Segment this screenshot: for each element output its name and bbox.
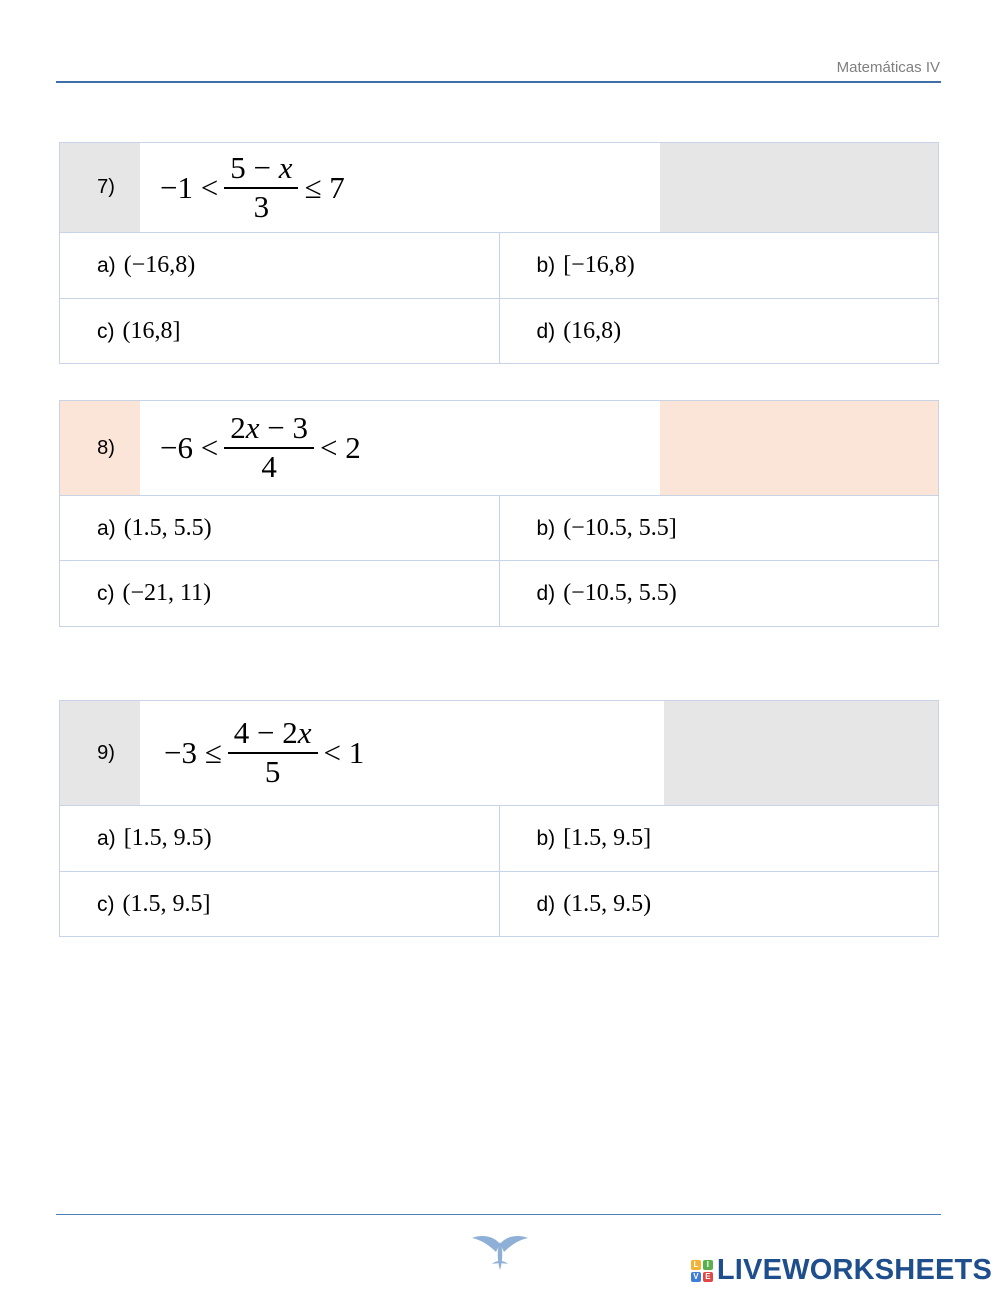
fraction-numerator	[224, 149, 298, 189]
option-b[interactable]	[499, 233, 939, 299]
fraction	[228, 717, 318, 788]
inequality	[140, 701, 664, 805]
liveworksheets-brand: LIVEWORKSHEETS	[716, 1254, 992, 1286]
answer-box[interactable]	[728, 143, 938, 232]
question-header	[59, 142, 939, 232]
question-9	[59, 700, 939, 937]
fraction	[224, 412, 314, 483]
option-value: (−10.5, 5.5)	[563, 580, 677, 606]
liveworksheets-icon	[691, 1260, 713, 1282]
inequality-left: −3 ≤	[164, 735, 222, 770]
answer-box[interactable]	[728, 701, 938, 805]
option-label: b)	[536, 827, 556, 850]
options-table	[59, 232, 939, 364]
option-value: (1.5, 9.5)	[563, 890, 652, 917]
bird-ornament-icon	[470, 1230, 530, 1272]
option-value: (16,8]	[122, 317, 181, 344]
numerator-variable: x	[278, 149, 293, 185]
icon-letter-v: V	[691, 1272, 701, 1282]
numerator-post: − 3	[259, 410, 308, 446]
option-label: c)	[97, 892, 115, 916]
fraction	[224, 149, 298, 224]
option-label: a)	[97, 516, 116, 540]
numerator-pre: 5 −	[230, 149, 279, 185]
option-value: (−10.5, 5.5]	[563, 514, 677, 541]
header-rule	[56, 81, 941, 83]
option-label: c)	[97, 582, 115, 605]
inequality	[140, 143, 660, 232]
option-c[interactable]	[60, 299, 500, 364]
inequality-left: −1 <	[160, 169, 219, 205]
fraction-denominator: 5	[264, 754, 281, 789]
question-header	[59, 400, 939, 495]
icon-letter-i: I	[703, 1260, 713, 1270]
fraction-numerator	[224, 412, 314, 449]
options-table	[59, 495, 939, 627]
option-label: d)	[536, 319, 556, 343]
question-header	[59, 700, 939, 805]
icon-letter-e: E	[703, 1272, 713, 1282]
option-value: (1.5, 5.5)	[123, 514, 212, 541]
option-d[interactable]	[499, 872, 939, 937]
option-value: (1.5, 9.5]	[122, 890, 211, 917]
inequality-right: ≤ 7	[304, 169, 345, 205]
option-b[interactable]	[499, 496, 939, 561]
option-value: [1.5, 9.5]	[563, 825, 652, 851]
fraction-denominator: 3	[253, 188, 270, 224]
liveworksheets-logo[interactable]	[691, 1254, 992, 1287]
option-label: a)	[97, 254, 116, 277]
numerator-pre: 2	[230, 410, 246, 446]
header-subject: Matemáticas IV	[836, 59, 940, 76]
inequality-left: −6 <	[160, 430, 219, 465]
question-number: 9)	[97, 741, 115, 764]
numerator-pre: 4 − 2	[233, 715, 298, 751]
footer-rule	[56, 1214, 941, 1215]
option-label: b)	[536, 254, 556, 277]
option-value: [1.5, 9.5)	[123, 825, 212, 851]
question-number: 8)	[97, 436, 115, 459]
option-a[interactable]	[60, 496, 500, 561]
option-d[interactable]	[499, 561, 939, 627]
option-a[interactable]	[60, 233, 500, 299]
option-value: (16,8)	[563, 317, 622, 344]
numerator-variable: x	[245, 410, 260, 446]
option-b[interactable]	[499, 806, 939, 872]
options-table	[59, 805, 939, 937]
question-7	[59, 142, 939, 364]
question-8	[59, 400, 939, 627]
answer-box[interactable]	[728, 401, 938, 495]
option-label: a)	[97, 827, 116, 850]
inequality-right: < 2	[319, 430, 361, 465]
numerator-variable: x	[297, 715, 312, 751]
inequality-right: < 1	[323, 735, 365, 770]
fraction-denominator: 4	[261, 449, 277, 484]
option-value: (−16,8)	[123, 252, 196, 278]
option-label: c)	[97, 319, 115, 343]
option-a[interactable]	[60, 806, 500, 872]
question-number: 7)	[97, 176, 115, 198]
icon-letter-l: L	[691, 1260, 701, 1270]
option-label: d)	[536, 892, 556, 916]
option-value: (−21, 11)	[122, 580, 212, 606]
option-label: b)	[536, 516, 556, 540]
fraction-numerator	[228, 717, 318, 754]
option-d[interactable]	[499, 299, 939, 364]
inequality	[140, 401, 660, 495]
option-c[interactable]	[60, 561, 500, 627]
option-c[interactable]	[60, 872, 500, 937]
option-value: [−16,8)	[563, 252, 635, 278]
option-label: d)	[536, 582, 556, 605]
